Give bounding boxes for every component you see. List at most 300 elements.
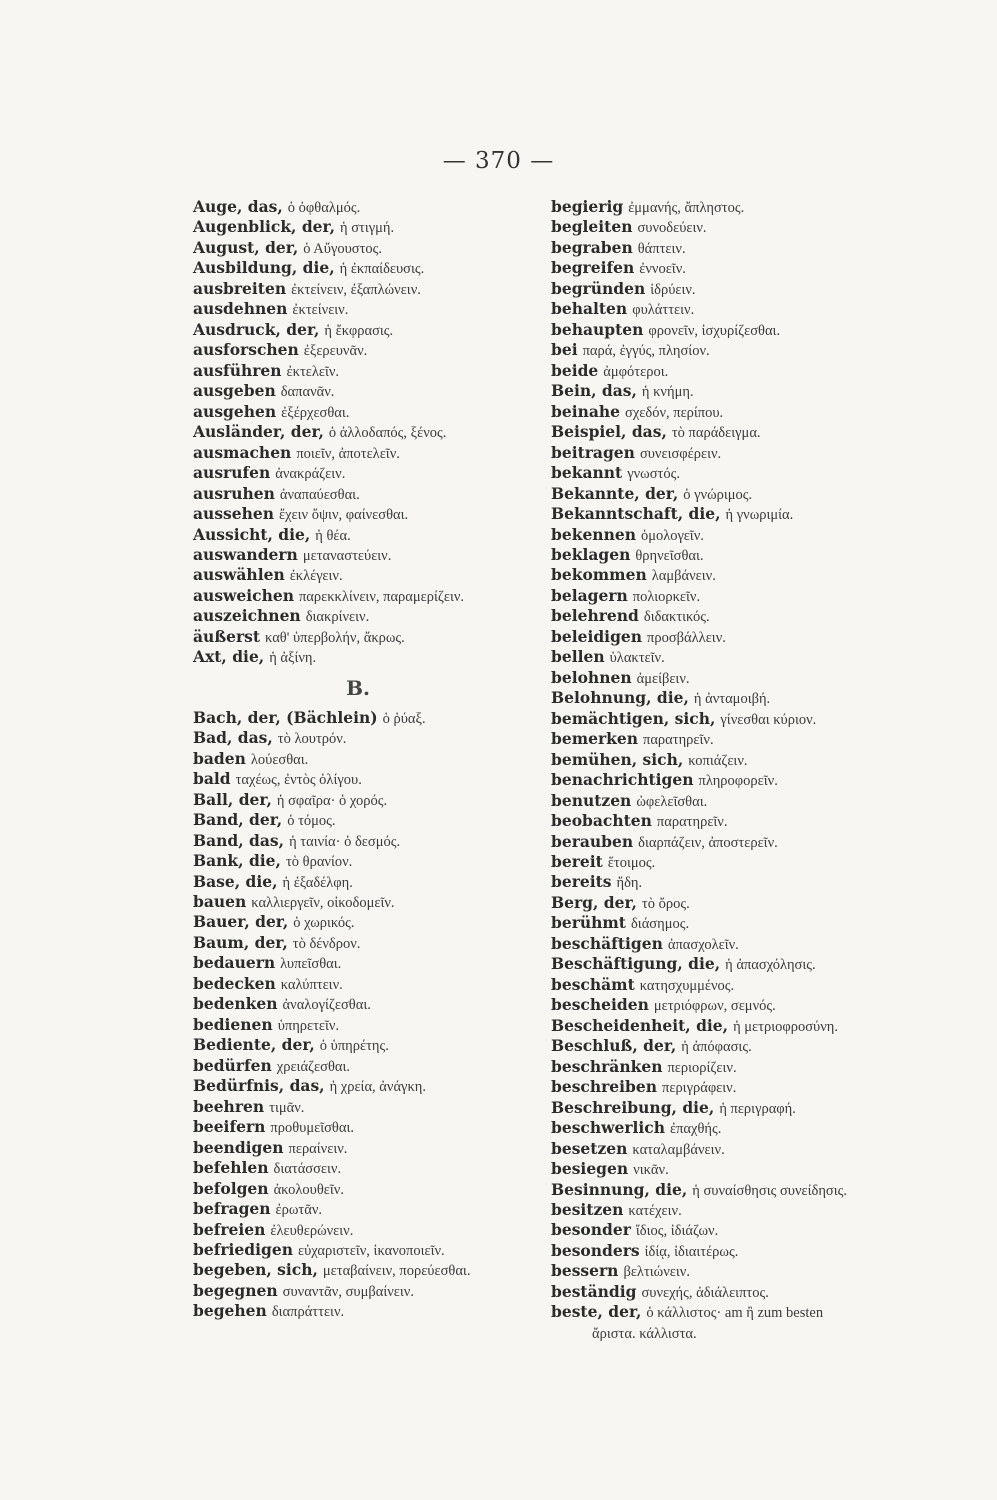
entry-gloss: φρονεῖν, ἰσχυρίζεσθαι.: [648, 322, 781, 339]
dictionary-entry: [551, 934, 881, 954]
entry-headword: bald: [193, 769, 231, 789]
entry-gloss: ἡ γνωριμία.: [725, 507, 794, 524]
dictionary-entry: [551, 1200, 881, 1220]
entry-gloss: διακρίνειν.: [305, 609, 370, 626]
entry-headword: Bach, der, (Bächlein): [193, 707, 378, 727]
dictionary-entry: [193, 1035, 553, 1055]
entry-headword: befehlen: [193, 1158, 269, 1178]
dictionary-entry: [193, 627, 553, 647]
dictionary-entry: [193, 994, 553, 1014]
dictionary-entry: [193, 933, 553, 953]
entry-headword: Axt, die,: [193, 647, 265, 667]
left-entries-b: [193, 708, 553, 1322]
entry-gloss: ἴδιος, ἰδιάζων.: [635, 1223, 719, 1240]
entry-gloss: ἀπασχολεῖν.: [667, 936, 739, 953]
entry-headword: befragen: [193, 1199, 271, 1219]
dictionary-entry: [551, 1180, 881, 1200]
entry-gloss: ἀκολουθεῖν.: [273, 1181, 344, 1198]
entry-gloss: ὁ χωρικός.: [293, 915, 355, 932]
entry-gloss: διαπράττειν.: [271, 1304, 345, 1321]
entry-gloss: περαίνειν.: [288, 1140, 348, 1157]
dictionary-entry: [193, 279, 553, 299]
dictionary-entry: [193, 463, 553, 483]
entry-gloss: ὁ ῥύαξ.: [382, 710, 426, 727]
entry-headword: benutzen: [551, 790, 632, 810]
entry-gloss: ἡ θέα.: [315, 527, 351, 544]
dictionary-entry: [193, 1199, 553, 1219]
dictionary-entry: [551, 504, 881, 524]
dictionary-entry: [193, 402, 553, 422]
entry-headword: begleiten: [551, 217, 633, 237]
entry-gloss: ἡ στιγμή.: [339, 220, 395, 237]
entry-gloss: ἡ χρεία, ἀνάγκη.: [329, 1079, 426, 1096]
entry-headword: Berg, der,: [551, 892, 637, 912]
entry-headword: beinahe: [551, 401, 621, 421]
dictionary-entry: [551, 668, 881, 688]
entry-gloss: καθ' ὑπερβολήν, ἄκρως.: [265, 629, 405, 646]
entry-headword: Beispiel, das,: [551, 422, 667, 442]
entry-gloss: ἡ ταινία· ὁ δεσμός.: [289, 833, 401, 850]
dictionary-entry: [551, 770, 881, 790]
entry-headword: Bad, das,: [193, 728, 273, 748]
entry-gloss: ἐκτείνειν, ἐξαπλώνειν.: [291, 281, 421, 298]
entry-headword: berühmt: [551, 913, 626, 933]
entry-headword: besetzen: [551, 1138, 628, 1158]
right-column: [551, 197, 881, 1343]
entry-gloss: πληροφορεῖν.: [698, 773, 778, 790]
entry-headword: begegnen: [193, 1280, 278, 1300]
entry-headword: Aussicht, die,: [193, 524, 311, 544]
dictionary-entry: [551, 565, 881, 585]
dictionary-entry: [193, 831, 553, 851]
dictionary-entry: [551, 381, 881, 401]
dictionary-entry: [193, 606, 553, 626]
dictionary-entry: [193, 708, 553, 728]
dictionary-entry: [551, 1077, 881, 1097]
dictionary-entry: [551, 729, 881, 749]
dictionary-entry: [551, 750, 881, 770]
entry-headword: ausweichen: [193, 585, 294, 605]
entry-gloss: ἡ κνήμη.: [641, 384, 694, 401]
entry-headword: Beschluß, der,: [551, 1036, 677, 1056]
section-letter: B.: [346, 675, 370, 700]
entry-gloss: καλύπτειν.: [280, 976, 343, 993]
entry-headword: Augenblick, der,: [193, 217, 335, 237]
dictionary-entry: [193, 299, 553, 319]
entry-gloss: πολιορκεῖν.: [632, 588, 701, 605]
entry-headword: beschäftigen: [551, 933, 663, 953]
dictionary-entry: [551, 402, 881, 422]
entry-headword: bedienen: [193, 1014, 273, 1034]
dictionary-entry: [551, 545, 881, 565]
entry-gloss: διδακτικός.: [643, 609, 710, 626]
entry-gloss: ὑπηρετεῖν.: [277, 1017, 340, 1034]
entry-headword: Base, die,: [193, 871, 278, 891]
left-entries-a: [193, 197, 553, 668]
entry-headword: Ball, der,: [193, 789, 272, 809]
entry-gloss: παρατηρεῖν.: [656, 814, 728, 831]
entry-gloss: ἤδη.: [616, 875, 643, 892]
entry-gloss: ταχέως, ἐντὸς ὀλίγου.: [235, 772, 362, 789]
entry-headword: bei: [551, 340, 578, 360]
dictionary-entry: [193, 892, 553, 912]
dictionary-entry: [193, 586, 553, 606]
entry-headword: begehen: [193, 1301, 267, 1321]
entry-headword: ausrufen: [193, 463, 271, 483]
dictionary-entry: [193, 197, 553, 217]
entry-headword: auszeichnen: [193, 606, 301, 626]
entry-gloss: ἡ ἀπόφασις.: [681, 1039, 752, 1056]
entry-headword: bauen: [193, 892, 247, 911]
entry-gloss: προθυμεῖσθαι.: [270, 1120, 355, 1137]
dictionary-entry: [193, 484, 553, 504]
dictionary-entry: [193, 872, 553, 892]
entry-gloss: ἱδρύειν.: [650, 281, 696, 298]
entry-headword: behaupten: [551, 319, 644, 339]
entry-headword: Bedürfnis, das,: [193, 1076, 325, 1096]
entry-headword: befriedigen: [193, 1239, 293, 1259]
entry-headword: bekannt: [551, 463, 623, 483]
entry-headword: aussehen: [193, 504, 275, 524]
dictionary-entry: [193, 1158, 553, 1178]
entry-headword: ausbreiten: [193, 278, 287, 298]
entry-gloss: συνοδεύειν.: [637, 220, 707, 237]
entry-gloss: ἀμφότεροι.: [603, 363, 669, 380]
entry-gloss: τὸ λουτρόν.: [277, 731, 347, 748]
entry-headword: beständig: [551, 1281, 637, 1301]
entry-gloss: θρηνεῖσθαι.: [635, 547, 704, 564]
entry-gloss: παρά, ἐγγύς, πλησίον.: [582, 343, 710, 360]
entry-headword: bedauern: [193, 953, 276, 973]
entry-gloss: φυλάττειν.: [632, 302, 695, 319]
entry-headword: Ausdruck, der,: [193, 319, 320, 339]
dictionary-entry: [551, 197, 881, 217]
entry-headword: August, der,: [193, 237, 299, 257]
entry-gloss: καλλιεργεῖν, οἰκοδομεῖν.: [251, 895, 395, 911]
entry-gloss: ἐκτελεῖν.: [286, 363, 340, 380]
dictionary-entry: [193, 1220, 553, 1240]
entry-gloss: μεταναστεύειν.: [302, 547, 392, 564]
entry-headword: Bekanntschaft, die,: [551, 504, 721, 524]
entry-gloss: συνεισφέρειν.: [639, 445, 722, 462]
entry-gloss: ἡ μετριοφροσύνη.: [733, 1018, 838, 1035]
entry-gloss: ἡ ἐκπαίδευσις.: [339, 261, 425, 278]
entry-gloss: τὸ θρανίον.: [285, 854, 353, 871]
entry-gloss: συνεχής, ἀδιάλειπτος.: [641, 1284, 769, 1301]
dictionary-entry: [551, 1139, 881, 1159]
entry-headword: ausdehnen: [193, 299, 288, 319]
entry-headword: Band, das,: [193, 830, 285, 850]
entry-gloss: ἐπαχθής.: [670, 1121, 722, 1138]
entry-headword: Bescheidenheit, die,: [551, 1015, 729, 1035]
dictionary-entry: [193, 525, 553, 545]
entry-headword: begreifen: [551, 258, 635, 278]
entry-headword: Bauer, der,: [193, 912, 289, 932]
dictionary-entry: [193, 1056, 553, 1076]
page-number: — 370 —: [442, 148, 555, 174]
entry-headword: bemühen, sich,: [551, 749, 684, 769]
entry-gloss: ἐρωτᾶν.: [275, 1202, 323, 1219]
entry-headword: bedecken: [193, 973, 276, 993]
dictionary-entry: [551, 709, 881, 729]
dictionary-entry: [193, 443, 553, 463]
dictionary-entry: [551, 954, 881, 974]
entry-headword: bekennen: [551, 524, 636, 544]
entry-gloss: ὁ κάλλιστος· am ἢ zum besten: [646, 1305, 824, 1322]
entry-headword: Ausbildung, die,: [193, 258, 335, 278]
entry-headword: beendigen: [193, 1137, 284, 1157]
entry-gloss: ἰδίᾳ, ἰδιαιτέρως.: [644, 1243, 739, 1260]
entry-headword: bekommen: [551, 565, 647, 585]
dictionary-entry: [193, 422, 553, 442]
entry-gloss: λυπεῖσθαι.: [280, 956, 342, 973]
dictionary-entry: [551, 688, 881, 708]
dictionary-entry: [551, 586, 881, 606]
dictionary-entry: [193, 974, 553, 994]
entry-headword: begeben, sich,: [193, 1260, 318, 1280]
dictionary-entry: [551, 258, 881, 278]
dictionary-entry: [551, 299, 881, 319]
dictionary-entry: [551, 525, 881, 545]
dictionary-entry: [193, 1281, 553, 1301]
dictionary-entry: [193, 1260, 553, 1280]
entry-headword: bessern: [551, 1261, 619, 1281]
entry-headword: ausmachen: [193, 442, 292, 462]
entry-gloss: ἡ περιγραφή.: [719, 1100, 796, 1117]
entry-headword: Baum, der,: [193, 932, 288, 952]
dictionary-entry: [551, 238, 881, 258]
dictionary-entry: [551, 1323, 881, 1343]
dictionary-entry: [193, 749, 553, 769]
entry-gloss: ἐννοεῖν.: [639, 261, 686, 278]
dictionary-entry: [193, 565, 553, 585]
entry-headword: beleidigen: [551, 626, 643, 646]
entry-gloss: ὑλακτεῖν.: [609, 650, 665, 667]
entry-gloss: χρειάζεσθαι.: [276, 1058, 351, 1075]
entry-headword: beste, der,: [551, 1302, 642, 1322]
entry-gloss: εὐχαριστεῖν, ἱκανοποιεῖν.: [297, 1242, 445, 1259]
entry-gloss: ἀνακράζειν.: [275, 466, 346, 483]
entry-headword: ausführen: [193, 360, 282, 380]
entry-gloss: γίνεσθαι κύριον.: [720, 711, 817, 728]
dictionary-entry: [551, 1098, 881, 1118]
entry-gloss: διαρπάζειν, ἀποστερεῖν.: [638, 834, 778, 851]
entry-gloss: παρατηρεῖν.: [643, 732, 714, 749]
entry-headword: Auge, das,: [193, 197, 283, 216]
entry-gloss: περιγράφειν.: [662, 1080, 737, 1097]
entry-headword: Bediente, der,: [193, 1035, 315, 1055]
right-entries: [551, 197, 881, 1343]
entry-gloss: ὁ ὀφθαλμός.: [287, 200, 361, 216]
dictionary-entry: [551, 913, 881, 933]
dictionary-entry: [551, 606, 881, 626]
dictionary-entry: [551, 279, 881, 299]
dictionary-entry: [551, 1220, 881, 1240]
entry-gloss: ἡ σφαῖρα· ὁ χορός.: [276, 792, 388, 809]
entry-headword: Besinnung, die,: [551, 1179, 688, 1199]
entry-headword: befolgen: [193, 1178, 269, 1198]
entry-headword: Bein, das,: [551, 381, 637, 401]
entry-headword: ausgehen: [193, 401, 277, 421]
dictionary-entry: [193, 258, 553, 278]
entry-headword: beehren: [193, 1096, 265, 1116]
entry-headword: auswandern: [193, 544, 298, 564]
entry-headword: Beschreibung, die,: [551, 1097, 715, 1117]
entry-gloss: θάπτειν.: [637, 240, 686, 257]
dictionary-entry: [193, 340, 553, 360]
dictionary-entry: [551, 361, 881, 381]
entry-gloss: ἐμμανής, ἄπληστος.: [628, 200, 745, 216]
dictionary-entry: [551, 320, 881, 340]
dictionary-entry: [193, 217, 553, 237]
entry-headword: ausgeben: [193, 381, 276, 401]
dictionary-entry: [551, 811, 881, 831]
dictionary-entry: [193, 1240, 553, 1260]
entry-gloss: διατάσσειν.: [273, 1161, 342, 1178]
entry-headword: besonder: [551, 1220, 631, 1240]
left-column: [193, 197, 553, 1322]
entry-gloss: ἡ ἔκφρασις.: [324, 322, 394, 339]
dictionary-entry: [193, 1015, 553, 1035]
dictionary-entry: [551, 1016, 881, 1036]
entry-gloss: νικᾶν.: [633, 1162, 669, 1179]
dictionary-entry: [551, 893, 881, 913]
dictionary-entry: [551, 1261, 881, 1281]
dictionary-entry: [551, 1036, 881, 1056]
entry-gloss: σχεδόν, περίπου.: [625, 404, 724, 421]
dictionary-entry: [551, 1302, 881, 1322]
entry-gloss: ἐκλέγειν.: [289, 568, 343, 585]
entry-headword: berauben: [551, 831, 634, 851]
entry-headword: Ausländer, der,: [193, 422, 324, 442]
dictionary-entry: [193, 1076, 553, 1096]
entry-gloss: περιορίζειν.: [667, 1059, 737, 1076]
entry-gloss: καταλαμβάνειν.: [632, 1141, 725, 1158]
dictionary-entry: [551, 852, 881, 872]
entry-gloss: συναντᾶν, συμβαίνειν.: [282, 1283, 414, 1300]
entry-gloss: ὁμολογεῖν.: [640, 527, 704, 544]
dictionary-entry: [551, 217, 881, 237]
entry-headword: bedürfen: [193, 1055, 272, 1075]
dictionary-entry: [551, 995, 881, 1015]
entry-gloss: ὠφελεῖσθαι.: [636, 793, 708, 810]
entry-gloss: τὸ δένδρον.: [292, 935, 361, 952]
entry-headword: belehrend: [551, 606, 639, 626]
entry-gloss: ἡ ἀνταμοιβή.: [693, 691, 771, 708]
entry-headword: äußerst: [193, 626, 261, 646]
dictionary-entry: [551, 832, 881, 852]
entry-headword: begierig: [551, 197, 624, 216]
dictionary-entry: [551, 1159, 881, 1179]
dictionary-entry: [193, 728, 553, 748]
entry-gloss: κατησχυμμένος.: [639, 977, 735, 994]
dictionary-entry: [193, 1117, 553, 1137]
entry-gloss: μετριόφρων, σεμνός.: [653, 998, 776, 1015]
dictionary-entry: [193, 953, 553, 973]
entry-gloss: τιμᾶν.: [269, 1099, 305, 1116]
entry-gloss: ἡ ἀπασχόλησις.: [725, 957, 816, 974]
entry-headword: besiegen: [551, 1159, 629, 1179]
dictionary-entry: [551, 1282, 881, 1302]
entry-gloss: ὁ Αὔγουστος.: [303, 240, 383, 257]
dictionary-entry: [551, 1241, 881, 1261]
entry-gloss: βελτιώνειν.: [623, 1264, 690, 1281]
entry-gloss: ὁ γνώριμος.: [683, 486, 753, 503]
dictionary-entry: [551, 791, 881, 811]
entry-gloss: ἐκτείνειν.: [292, 302, 349, 319]
entry-headword: Bank, die,: [193, 851, 281, 871]
entry-gloss: κατέχειν.: [628, 1202, 682, 1219]
entry-gloss: ἔχειν ὄψιν, φαίνεσθαι.: [279, 507, 409, 524]
dictionary-entry: [551, 975, 881, 995]
dictionary-entry: [193, 381, 553, 401]
dictionary-entry: [551, 443, 881, 463]
entry-gloss: δαπανᾶν.: [280, 384, 335, 401]
entry-gloss: ὁ ὑπηρέτης.: [319, 1038, 389, 1055]
entry-gloss: ἕτοιμος.: [607, 855, 656, 871]
entry-headword: bereits: [551, 872, 612, 892]
entry-gloss: τὸ παράδειγμα.: [671, 425, 761, 442]
entry-headword: bemerken: [551, 729, 638, 749]
entry-headword: ausruhen: [193, 483, 275, 503]
entry-gloss: λούεσθαι.: [250, 751, 309, 768]
entry-headword: bedenken: [193, 994, 278, 1014]
dictionary-entry: [551, 422, 881, 442]
entry-headword: beschreiben: [551, 1077, 658, 1097]
entry-headword: besonders: [551, 1240, 640, 1260]
entry-gloss: ἀμείβειν.: [636, 670, 690, 687]
entry-headword: bemächtigen, sich,: [551, 708, 716, 728]
entry-headword: bellen: [551, 647, 605, 667]
entry-gloss: ἡ ἀξίνη.: [269, 650, 317, 667]
entry-headword: bereit: [551, 852, 603, 871]
dictionary-entry: [193, 851, 553, 871]
dictionary-entry: [193, 361, 553, 381]
entry-gloss: ἐλευθερώνειν.: [270, 1222, 354, 1239]
entry-gloss: ἀναλογίζεσθαι.: [282, 997, 371, 1014]
entry-headword: belohnen: [551, 667, 632, 687]
entry-gloss: ὁ ἀλλοδαπός, ξένος.: [328, 425, 447, 442]
dictionary-entry: [193, 790, 553, 810]
entry-headword: bescheiden: [551, 995, 649, 1015]
dictionary-entry: [193, 1301, 553, 1321]
entry-headword: beschränken: [551, 1056, 663, 1076]
dictionary-entry: [193, 647, 553, 667]
entry-headword: begraben: [551, 237, 633, 257]
dictionary-entry: [551, 463, 881, 483]
entry-gloss: ἐξέρχεσθαι.: [281, 404, 350, 421]
dictionary-entry: [551, 1118, 881, 1138]
dictionary-entry: [551, 647, 881, 667]
entry-gloss: ἡ ἐξαδέλφη.: [282, 874, 353, 891]
entry-headword: ausforschen: [193, 340, 299, 360]
entry-gloss: ποιεῖν, ἀποτελεῖν.: [296, 445, 400, 462]
entry-gloss: ἄριστα. κάλλιστα.: [592, 1325, 697, 1342]
entry-headword: benachrichtigen: [551, 770, 694, 790]
entry-headword: baden: [193, 748, 246, 768]
dictionary-entry: [193, 912, 553, 932]
dictionary-entry: [551, 872, 881, 892]
entry-headword: begründen: [551, 278, 646, 298]
entry-headword: beschämt: [551, 974, 635, 994]
entry-gloss: ἡ συναίσθησις συνείδησις.: [692, 1182, 848, 1199]
entry-gloss: λαμβάνειν.: [651, 568, 716, 585]
dictionary-entry: [193, 238, 553, 258]
entry-gloss: τὸ ὄρος.: [641, 895, 690, 912]
entry-headword: beobachten: [551, 811, 652, 831]
entry-gloss: διάσημος.: [630, 916, 690, 933]
dictionary-entry: [551, 627, 881, 647]
